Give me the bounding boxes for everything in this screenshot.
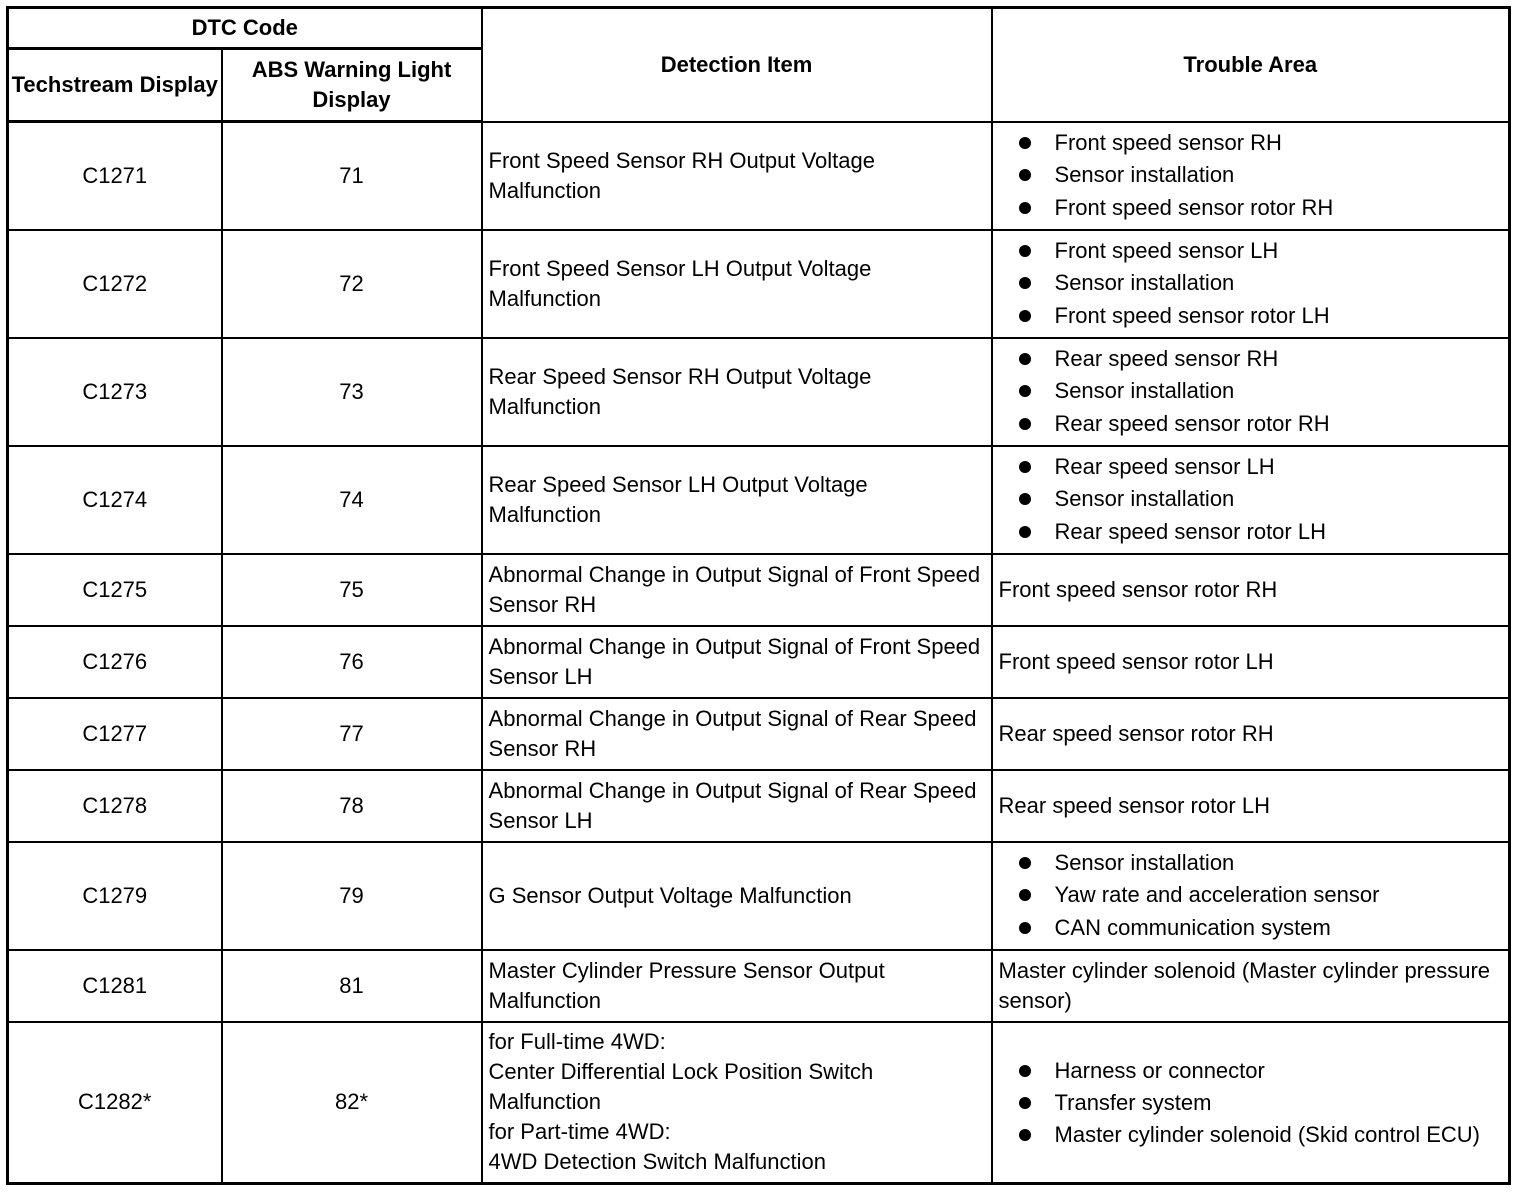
- detection-item: Abnormal Change in Output Signal of Rear Speed Sensor LH: [482, 770, 992, 842]
- trouble-bullet: Front speed sensor rotor LH: [1019, 300, 1503, 333]
- abs-light-code: 75: [222, 554, 482, 626]
- detection-item: Front Speed Sensor LH Output Voltage Malfunction: [482, 230, 992, 338]
- trouble-bullet: CAN communication system: [1019, 912, 1503, 945]
- trouble-area: [992, 230, 1510, 338]
- abs-light-code: 79: [222, 842, 482, 950]
- table-row: [8, 446, 1510, 554]
- techstream-code: C1275: [8, 554, 222, 626]
- trouble-list: [999, 127, 1503, 225]
- detection-item: Front Speed Sensor RH Output Voltage Malfunction: [482, 122, 992, 230]
- header-abs-warning-light-display: ABS Warning Light Display: [222, 49, 482, 122]
- detection-item: Abnormal Change in Output Signal of Rear Speed Sensor RH: [482, 698, 992, 770]
- trouble-bullet: Front speed sensor LH: [1019, 235, 1503, 268]
- trouble-bullet: Front speed sensor RH: [1019, 127, 1503, 160]
- trouble-bullet: Sensor installation: [1019, 159, 1503, 192]
- techstream-code: C1276: [8, 626, 222, 698]
- trouble-bullet: Yaw rate and acceleration sensor: [1019, 879, 1503, 912]
- trouble-area: Master cylinder solenoid (Master cylinder pressure sensor): [992, 950, 1510, 1022]
- table-row: [8, 554, 1510, 626]
- trouble-list: [999, 451, 1503, 549]
- abs-light-code: 77: [222, 698, 482, 770]
- trouble-bullet: Master cylinder solenoid (Skid control ECU): [1019, 1120, 1503, 1150]
- detection-item: Master Cylinder Pressure Sensor Output Malfunction: [482, 950, 992, 1022]
- table-row: [8, 770, 1510, 842]
- techstream-code: C1281: [8, 950, 222, 1022]
- trouble-area: [992, 122, 1510, 230]
- table-row: [8, 950, 1510, 1022]
- trouble-bullet: Sensor installation: [1019, 267, 1503, 300]
- table-row: [8, 230, 1510, 338]
- dtc-table: [6, 6, 1511, 1185]
- table-row: [8, 122, 1510, 230]
- trouble-bullet: Rear speed sensor RH: [1019, 343, 1503, 376]
- techstream-code: C1274: [8, 446, 222, 554]
- detection-item: G Sensor Output Voltage Malfunction: [482, 842, 992, 950]
- detection-item: Rear Speed Sensor LH Output Voltage Malfunction: [482, 446, 992, 554]
- trouble-area: Rear speed sensor rotor LH: [992, 770, 1510, 842]
- abs-light-code: 74: [222, 446, 482, 554]
- techstream-code: C1277: [8, 698, 222, 770]
- techstream-code: C1272: [8, 230, 222, 338]
- abs-light-code: 73: [222, 338, 482, 446]
- abs-light-code: 76: [222, 626, 482, 698]
- detection-line: for Part-time 4WD:: [488, 1119, 671, 1145]
- detection-line: Center Differential Lock Position Switch Malfunction: [488, 1059, 874, 1115]
- trouble-area: [992, 338, 1510, 446]
- abs-light-code: 78: [222, 770, 482, 842]
- trouble-area: [992, 446, 1510, 554]
- trouble-bullet: Rear speed sensor LH: [1019, 451, 1503, 484]
- header-techstream-display: Techstream Display: [8, 49, 222, 122]
- trouble-bullet: Rear speed sensor rotor RH: [1019, 408, 1503, 441]
- abs-light-code: 82*: [222, 1022, 482, 1184]
- trouble-bullet: Transfer system: [1019, 1087, 1503, 1120]
- header-trouble-area: Trouble Area: [992, 8, 1510, 122]
- trouble-list: [999, 235, 1503, 333]
- abs-light-code: 71: [222, 122, 482, 230]
- table-row: [8, 1022, 1510, 1184]
- table-row: [8, 698, 1510, 770]
- techstream-code: C1279: [8, 842, 222, 950]
- trouble-bullet: Rear speed sensor rotor LH: [1019, 516, 1503, 549]
- detection-line: for Full-time 4WD:: [488, 1029, 666, 1055]
- table-row: [8, 338, 1510, 446]
- techstream-code: C1282*: [8, 1022, 222, 1184]
- table-row: [8, 842, 1510, 950]
- abs-light-code: 81: [222, 950, 482, 1022]
- trouble-bullet: Sensor installation: [1019, 483, 1503, 516]
- trouble-list: [999, 847, 1503, 945]
- trouble-list: [999, 1055, 1503, 1150]
- trouble-area: Front speed sensor rotor RH: [992, 554, 1510, 626]
- header-dtc-code: DTC Code: [8, 8, 482, 49]
- table-body: [8, 122, 1510, 1184]
- detection-item: [482, 1022, 992, 1184]
- detection-item: Abnormal Change in Output Signal of Front Speed Sensor LH: [482, 626, 992, 698]
- trouble-area: Rear speed sensor rotor RH: [992, 698, 1510, 770]
- trouble-area: Front speed sensor rotor LH: [992, 626, 1510, 698]
- trouble-bullet: Harness or connector: [1019, 1055, 1503, 1088]
- trouble-bullet: Front speed sensor rotor RH: [1019, 192, 1503, 225]
- techstream-code: C1273: [8, 338, 222, 446]
- trouble-area: [992, 842, 1510, 950]
- table-row: [8, 626, 1510, 698]
- detection-item: Rear Speed Sensor RH Output Voltage Malfunction: [482, 338, 992, 446]
- techstream-code: C1278: [8, 770, 222, 842]
- trouble-bullet: Sensor installation: [1019, 847, 1503, 880]
- abs-light-code: 72: [222, 230, 482, 338]
- detection-item: Abnormal Change in Output Signal of Front Speed Sensor RH: [482, 554, 992, 626]
- techstream-code: C1271: [8, 122, 222, 230]
- table-header: [8, 8, 1510, 122]
- trouble-list: [999, 343, 1503, 441]
- trouble-area: [992, 1022, 1510, 1184]
- trouble-bullet: Sensor installation: [1019, 375, 1503, 408]
- detection-line: 4WD Detection Switch Malfunction: [488, 1149, 826, 1175]
- header-detection-item: Detection Item: [482, 8, 992, 122]
